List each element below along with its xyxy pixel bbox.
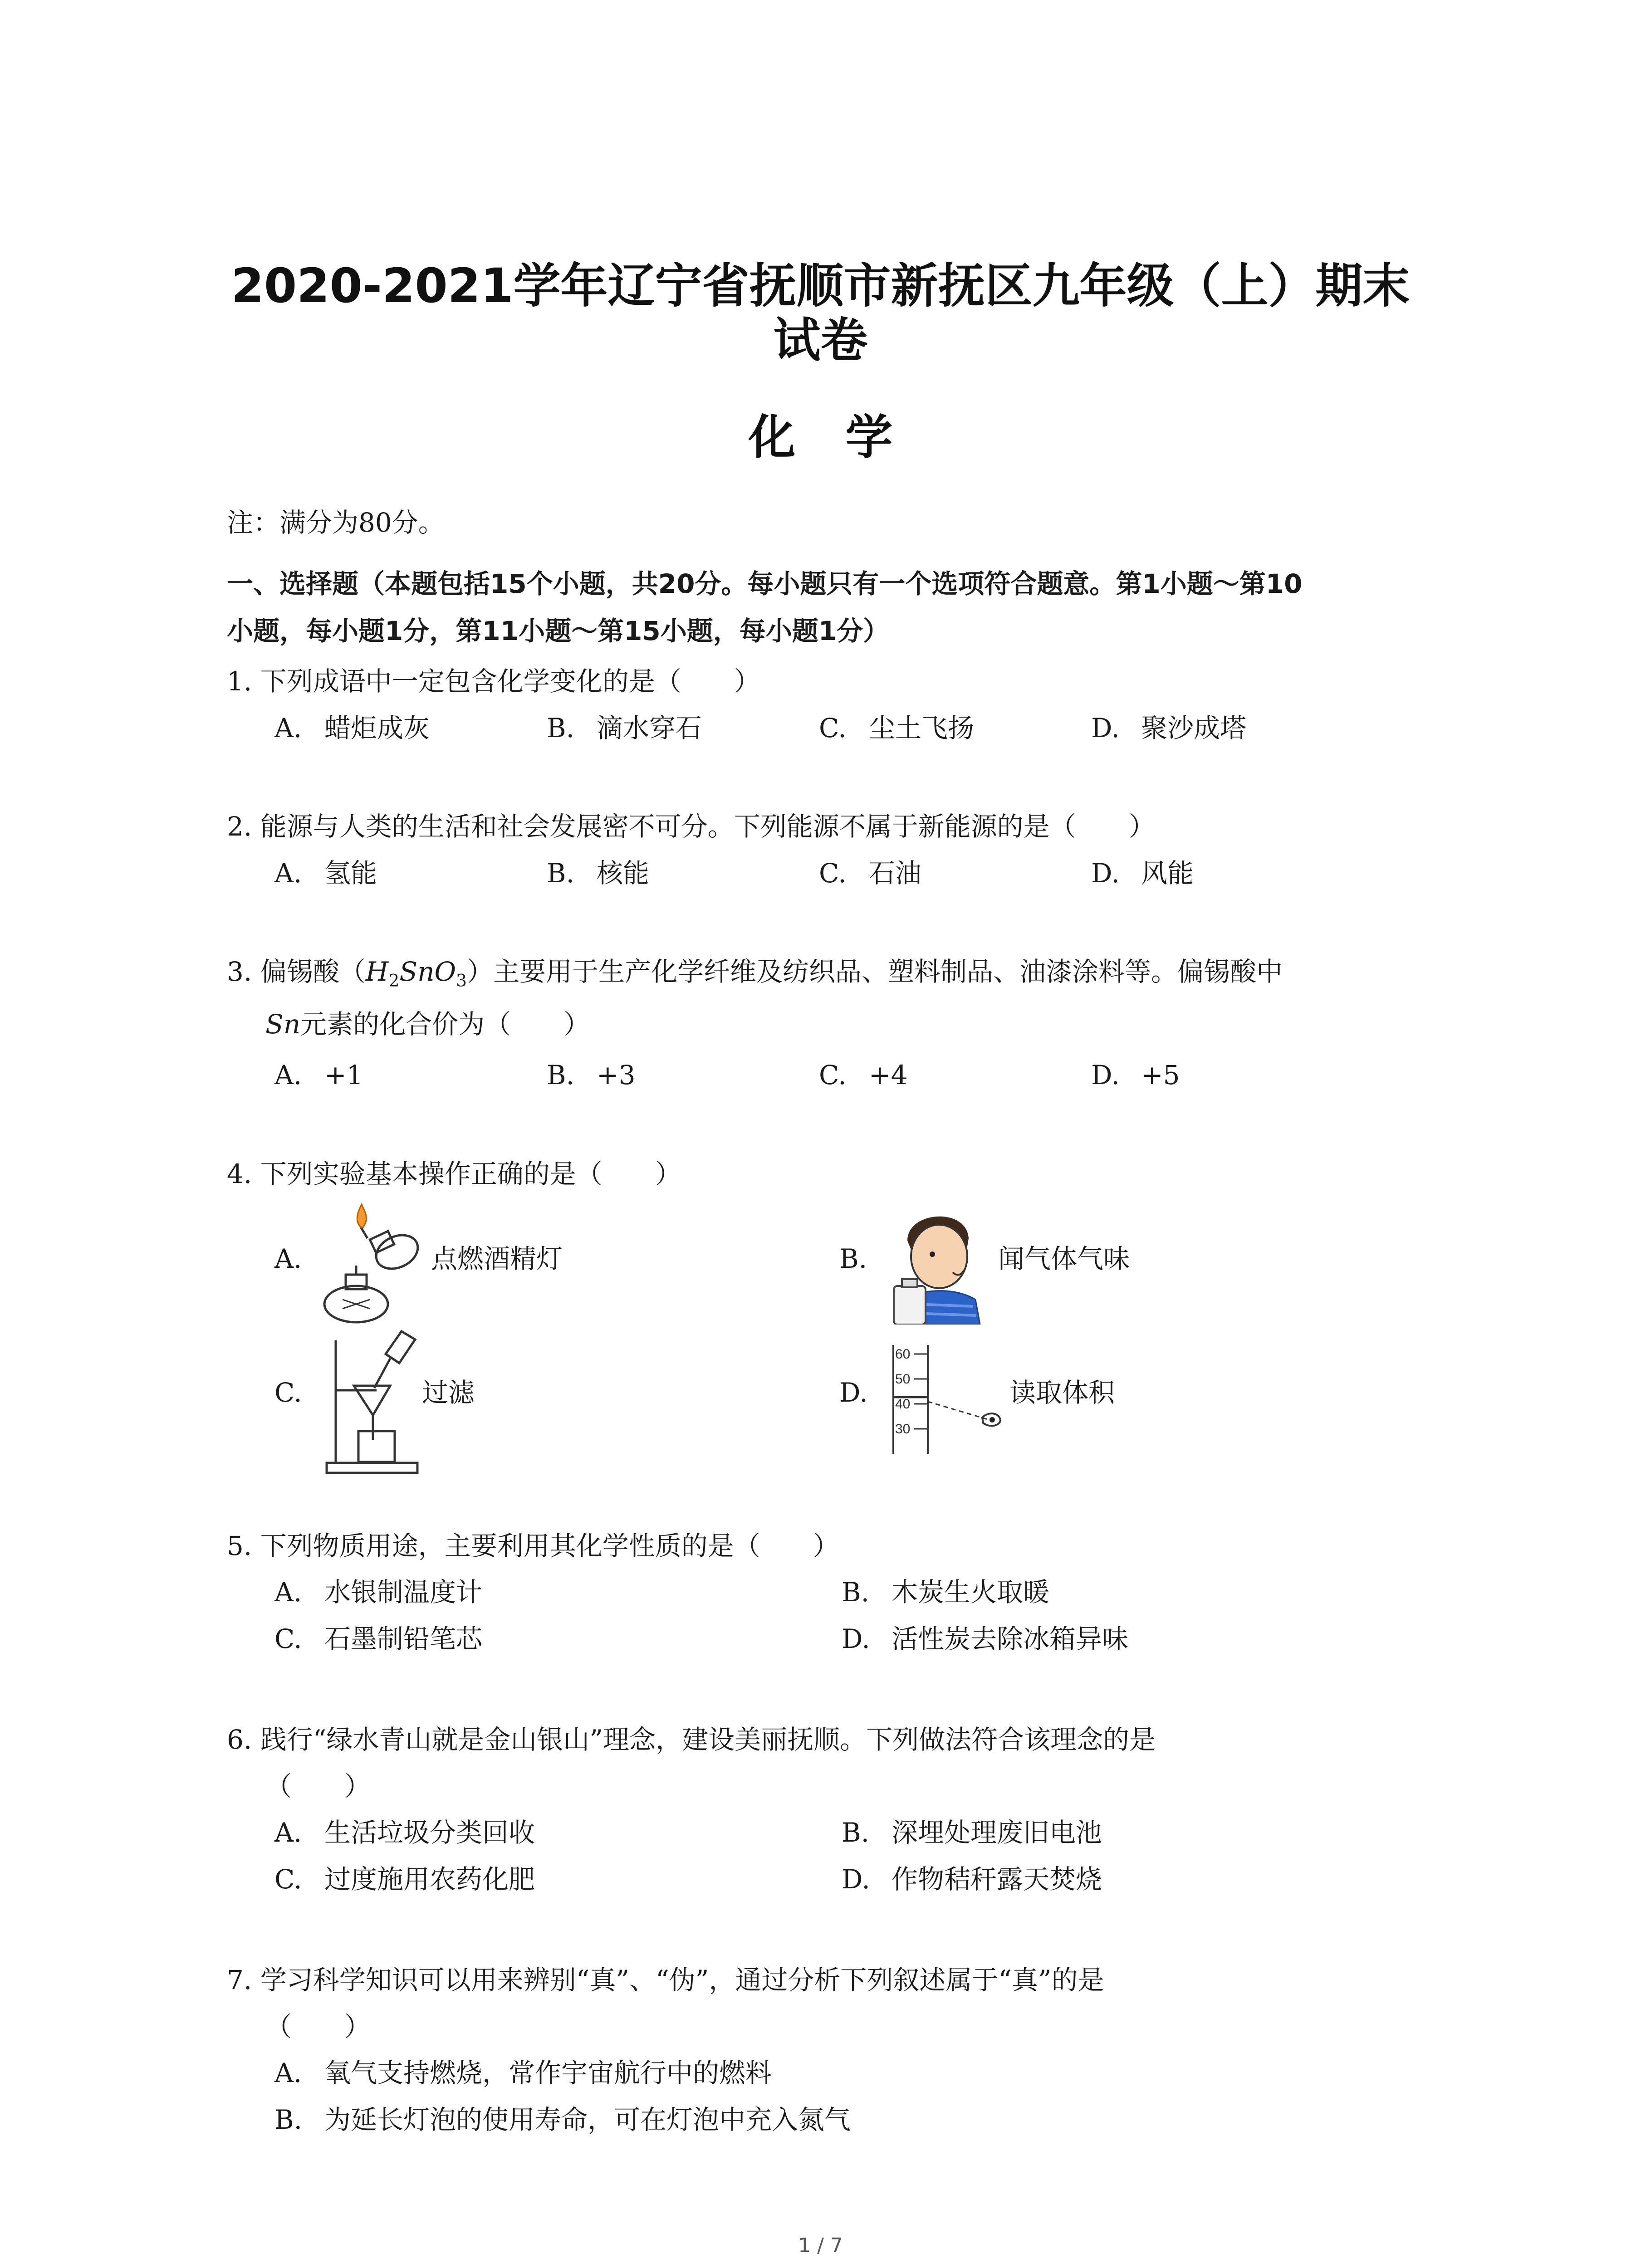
option-text: 核能 xyxy=(597,858,650,889)
option-key: A. xyxy=(274,858,302,889)
option-text: +3 xyxy=(597,1060,636,1090)
option-text: 水银制温度计 xyxy=(324,1577,483,1608)
q5-option-d[interactable] xyxy=(842,1621,1128,1657)
option-key: A. xyxy=(274,1817,302,1848)
q7-option-b[interactable] xyxy=(274,2102,851,2138)
section-heading-line2: 小题，每小题1分，第11小题～第15小题，每小题1分） xyxy=(227,616,890,646)
option-key: C. xyxy=(274,1623,302,1654)
option-text: 聚沙成塔 xyxy=(1141,713,1247,743)
q6-stem: 6. 践行“绿水青山就是金山银山”理念，建设美丽抚顺。下列做法符合该理念的是 xyxy=(227,1724,1156,1755)
option-key: C. xyxy=(819,858,847,889)
option-key: D. xyxy=(842,1623,870,1654)
face-icon xyxy=(911,1225,967,1288)
option-key: A. xyxy=(274,1060,302,1090)
q1-option-c[interactable] xyxy=(819,710,974,746)
option-key: B. xyxy=(842,1817,870,1848)
q4-option-a-text[interactable]: 点燃酒精灯 xyxy=(431,1243,563,1274)
option-text: 为延长灯泡的使用寿命，可在灯泡中充入氮气 xyxy=(324,2104,851,2135)
q4-option-b-text[interactable]: 闻气体气味 xyxy=(998,1243,1130,1274)
gas-bottle-icon xyxy=(894,1286,926,1325)
q2-option-a[interactable] xyxy=(274,855,377,891)
subject-heading: 化学 xyxy=(748,410,943,465)
option-text: 风能 xyxy=(1141,858,1194,889)
alcohol-lamp-figure xyxy=(318,1202,440,1329)
filtration-figure xyxy=(322,1327,422,1476)
q3-stem-post: ）主要用于生产化学纤维及纺织品、塑料制品、油漆涂料等。偏锡酸中 xyxy=(466,956,1283,987)
section-heading-line1: 一、选择题（本题包括15个小题，共20分。每小题只有一个选项符合题意。第1小题～第10 xyxy=(227,568,1303,599)
option-text: +1 xyxy=(324,1060,363,1090)
q3-stem-line2-rest: 元素的化合价为（ ） xyxy=(300,1009,590,1040)
q7-stem: 7. 学习科学知识可以用来辨别“真”、“伪”，通过分析下列叙述属于“真”的是 xyxy=(227,1965,1104,1995)
option-text: 活性炭去除冰箱异味 xyxy=(892,1623,1129,1654)
q3-option-d[interactable] xyxy=(1091,1057,1180,1093)
q4-option-b-key[interactable]: B. xyxy=(839,1243,867,1274)
tick-label-50: 50 xyxy=(895,1372,911,1387)
option-text: 生活垃圾分类回收 xyxy=(324,1817,535,1848)
page-number: 1 / 7 xyxy=(798,2234,843,2257)
q7-option-a[interactable] xyxy=(274,2055,772,2091)
q3-stem-pre: 3. 偏锡酸（ xyxy=(227,956,366,987)
exam-title-line2: 试卷 xyxy=(773,313,868,368)
q3-stem xyxy=(227,953,1283,999)
option-key: C. xyxy=(819,1060,847,1090)
option-text: 过度施用农药化肥 xyxy=(324,1864,535,1895)
q4-option-c-text[interactable]: 过滤 xyxy=(422,1377,475,1408)
option-key: C. xyxy=(274,1864,302,1895)
exam-title-line1: 2020-2021学年辽宁省抚顺市新抚区九年级（上）期末 xyxy=(231,258,1410,313)
formula-sn: Sn xyxy=(265,1009,301,1040)
option-text: 蜡炬成灰 xyxy=(324,713,430,743)
flame-icon xyxy=(357,1204,366,1227)
option-key: C. xyxy=(819,713,847,743)
graduated-cylinder-figure xyxy=(887,1340,1005,1458)
q1-option-a[interactable] xyxy=(274,710,430,746)
option-text: 氢能 xyxy=(324,858,377,889)
option-text: 木炭生火取暖 xyxy=(892,1577,1050,1608)
option-key: B. xyxy=(547,858,575,889)
formula-sno: SnO xyxy=(399,956,456,987)
q2-stem: 2. 能源与人类的生活和社会发展密不可分。下列能源不属于新能源的是（ ） xyxy=(227,811,1155,842)
option-text: 滴水穿石 xyxy=(597,713,702,743)
option-text: 氧气支持燃烧，常作宇宙航行中的燃料 xyxy=(324,2058,772,2088)
q4-option-a-key[interactable]: A. xyxy=(274,1243,302,1274)
option-key: B. xyxy=(842,1577,870,1608)
tick-label-40: 40 xyxy=(895,1397,911,1412)
option-key: D. xyxy=(1091,858,1120,889)
option-text: 深埋处理废旧电池 xyxy=(892,1817,1102,1848)
option-key: B. xyxy=(547,713,575,743)
q5-option-b[interactable] xyxy=(842,1574,1049,1610)
q6-option-a[interactable] xyxy=(274,1814,535,1851)
option-key: A. xyxy=(274,2058,302,2088)
q3-option-c[interactable] xyxy=(819,1057,908,1093)
q4-option-d-key[interactable]: D. xyxy=(839,1377,868,1408)
option-text: 石油 xyxy=(869,858,922,889)
q6-stem-line2: （ ） xyxy=(265,1771,371,1802)
option-key: D. xyxy=(1091,1060,1120,1090)
q4-option-c-key[interactable]: C. xyxy=(274,1377,302,1408)
q7-stem-line2: （ ） xyxy=(265,2011,371,2042)
option-key: A. xyxy=(274,1577,302,1608)
option-text: 尘土飞扬 xyxy=(869,713,975,743)
q2-option-b[interactable] xyxy=(547,855,649,891)
score-note: 注：满分为80分。 xyxy=(227,507,445,538)
q2-option-c[interactable] xyxy=(819,855,921,891)
option-key: D. xyxy=(842,1864,870,1895)
q4-stem: 4. 下列实验基本操作正确的是（ ） xyxy=(227,1158,681,1189)
q1-stem: 1. 下列成语中一定包含化学变化的是（ ） xyxy=(227,666,760,697)
tick-label-30: 30 xyxy=(895,1422,911,1437)
smelling-gas-figure xyxy=(889,1198,994,1325)
q6-option-b[interactable] xyxy=(842,1814,1102,1851)
formula-sub-2: 2 xyxy=(388,970,400,991)
option-key: A. xyxy=(274,713,302,743)
q5-stem: 5. 下列物质用途，主要利用其化学性质的是（ ） xyxy=(227,1530,839,1561)
formula-sub-3: 3 xyxy=(456,970,467,991)
tick-label-60: 60 xyxy=(895,1347,911,1362)
option-text: 石墨制铅笔芯 xyxy=(324,1623,483,1654)
option-text: +4 xyxy=(869,1060,908,1090)
q6-option-d[interactable] xyxy=(842,1861,1102,1897)
option-key: B. xyxy=(274,2104,303,2135)
q3-option-a[interactable] xyxy=(274,1057,363,1093)
q1-option-d[interactable] xyxy=(1091,710,1246,746)
q2-option-d[interactable] xyxy=(1091,855,1194,891)
q5-option-a[interactable] xyxy=(274,1574,482,1610)
formula-h: H xyxy=(365,956,389,987)
q3-option-b[interactable] xyxy=(547,1057,636,1093)
q6-option-c[interactable] xyxy=(274,1861,535,1897)
q5-option-c[interactable] xyxy=(274,1621,482,1657)
option-key: B. xyxy=(547,1060,575,1090)
option-text: +5 xyxy=(1141,1060,1180,1090)
q3-stem-line2 xyxy=(265,1006,590,1042)
option-key: D. xyxy=(1091,713,1120,743)
q4-option-d-text[interactable]: 读取体积 xyxy=(1009,1377,1115,1408)
option-text: 作物秸秆露天焚烧 xyxy=(892,1864,1102,1895)
q1-option-b[interactable] xyxy=(547,710,702,746)
